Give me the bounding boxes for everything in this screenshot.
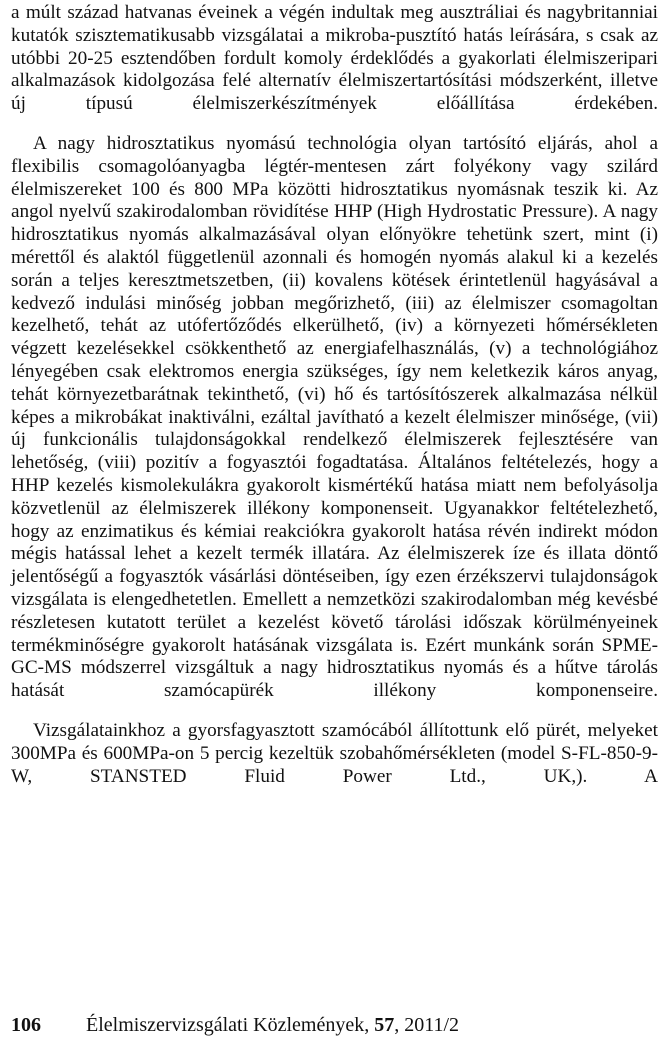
- page-footer: [11, 1013, 658, 1037]
- journal-issue: , 2011/2: [394, 1014, 460, 1036]
- paragraph-methods: Vizsgálatainkhoz a gyorsfagyasztott szamócából állítottunk elő pürét, melyeket 300MPa és 600MPa-on 5 percig kezeltük szobahőmérsékleten (model S-FL-850-9-W, STANSTED Fluid Power Ltd., UK,). A: [11, 719, 658, 787]
- page-body: [11, 2, 658, 788]
- paragraph-hhp-technology: A nagy hidrosztatikus nyomású technológia olyan tartósító eljárás, ahol a flexibilis csomagolóanyagba légtér-mentesen zárt folyékony vagy szilárd élelmiszereket 100 és 800 MPa közötti hidrosztatikus nyomásnak teszik ki. Az angol nyelvű szakirodalomban rövidítése HHP (High Hydrostatic Pressure). A nagy hidrosztatikus nyomás alkalmazásával olyan előnyökre tehetünk szert, mint (i) mérettől és alaktól függetlenül azonnali és homogén nyomás alakul ki a kezelés során a teljes keresztmetszetben, (ii) kovalens kötések érintetlenül hagyásával a kedvező indulási minőség jobban megőrizhető, (iii) az élelmiszer csomagoltan kezelhető, tehát az utófertőződés elkerülhető, (iv) a környezeti hőmérsékleten végzett kezelésekkel csökkenthető az energiafelhasználás, (v) a technológiához lényegében csak elektromos energia szükséges, így nem keletkezik káros anyag, tehát környezetbarátnak tekinthető, (vi) hő és tartósítószerek alkalmazása nélkül képes a mikrobákat inaktiválni, ezáltal javítható a kezelt élelmiszer minősége, (vii) új funkcionális tulajdonságokkal rendelkező élelmiszerek fejlesztésére van lehetőség, (viii) pozitív a fogyasztói fogadtatása. Általános feltételezés, hogy a HHP kezelés kismolekulákra gyakorolt kismértékű hatása miatt nem befolyásolja közvetlenül az élelmiszerek illékony komponenseit. Ugyanakkor feltételezhető, hogy az enzimatikus és kémiai reakciókra gyakorolt hatása révén indirekt módon mégis hatással lehet a kezelt termék illatára. Az élelmiszerek íze és illata döntő jelentőségű a fogyasztók vásárlási döntéseiben, így ezen érzékszervi tulajdonságok vizsgálata is elengedhetetlen. Emellett a nemzetközi szakirodalomban még kevésbé részletesen kutatott terület a kezelést követő tárolási időszak körülményeinek termékminőségre gyakorolt hatásának vizsgálata is. Ezért munkánk során SPME-GC-MS módszerrel vizsgáltuk a nagy hidrosztatikus nyomás és a hűtve tárolás hatását szamócapürék illékony komponenseire.: [11, 132, 658, 702]
- journal-name: Élelmiszervizsgálati Közlemények,: [86, 1014, 370, 1036]
- paragraph-intro-continuation: a múlt század hatvanas éveinek a végén indultak meg ausztráliai és nagybritanniai kutatók szisztematikusabb vizsgálatai a mikroba-pusztító hatás leírására, s csak az utóbbi 20-25 esztendőben fordult komoly érdeklődés a gyakorlati élelmiszeripari alkalmazások kidolgozása felé alternatív élelmiszertartósítási módszerként, illetve új típusú élelmiszerkészítmények előállítása érdekében.: [11, 2, 658, 115]
- page-number: 106: [11, 1014, 41, 1036]
- journal-volume: 57: [374, 1014, 395, 1036]
